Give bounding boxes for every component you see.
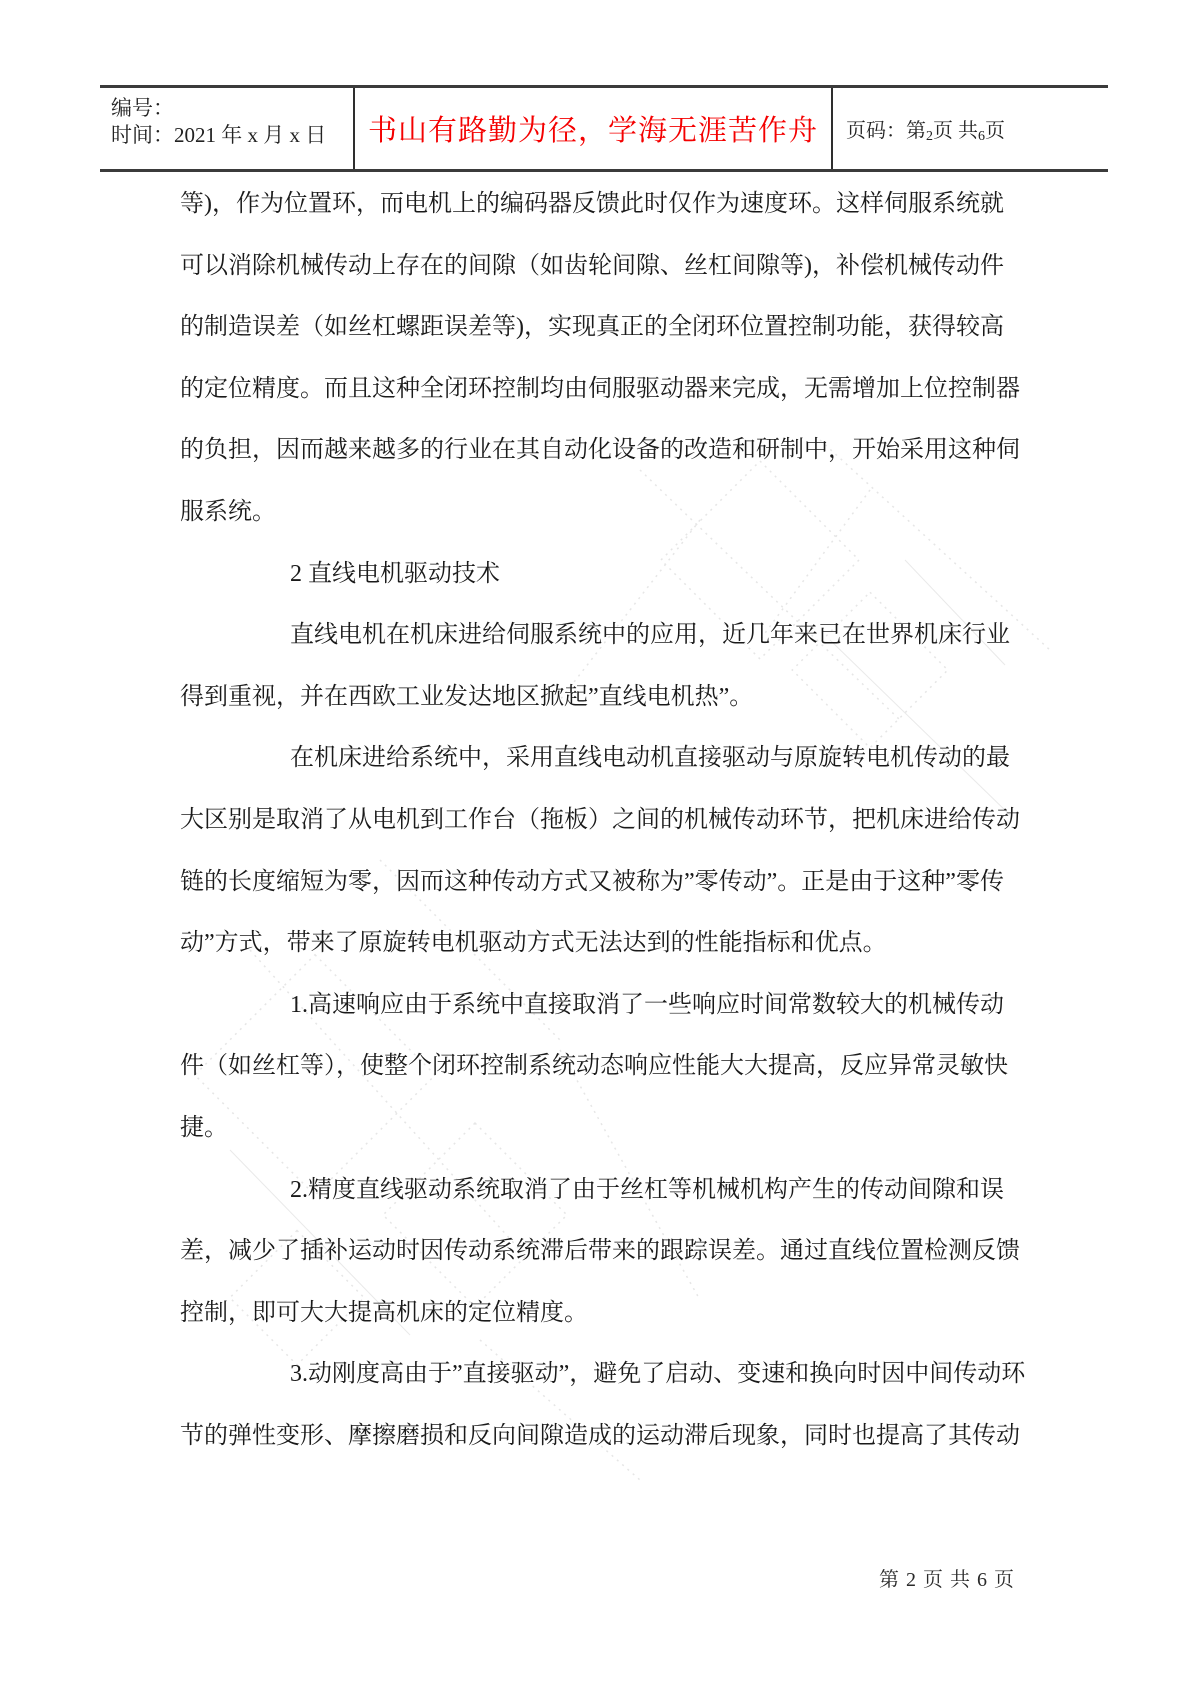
page-info-middle: 页 共 [933,120,978,142]
body-line: 的定位精度。而且这种全闭环控制均由伺服驱动器来完成，无需增加上位控制器 [180,375,1020,402]
page-info-suffix: 页 [985,120,1005,142]
body-line: 链的长度缩短为零，因而这种传动方式又被称为”零传动”。正是由于这种”零传 [180,868,1004,895]
body-line: 得到重视，并在西欧工业发达地区掀起”直线电机热”。 [180,683,754,710]
motto-text: 书山有路勤为径，学海无涯苦作舟 [367,115,818,147]
header-id-cell [100,88,353,169]
page-info-prefix: 页码：第 [846,120,926,142]
page-total-number: 6 [978,129,985,144]
page-current-number: 2 [926,129,933,144]
header-motto-cell [353,88,833,169]
body-line: 2.精度直线驱动系统取消了由于丝杠等机械机构产生的传动间隙和误 [290,1176,1004,1203]
body-line: 等)，作为位置环，而电机上的编码器反馈此时仅作为速度环。这样伺服系统就 [180,191,1004,217]
header-page-cell [833,88,1108,169]
body-line: 直线电机在机床进给伺服系统中的应用，近几年来已在世界机床行业 [290,622,1010,649]
body-line: 3.动刚度高由于”直接驱动”，避免了启动、变速和换向时因中间传动环 [290,1361,1026,1388]
body-line: 动”方式，带来了原旋转电机驱动方式无法达到的性能指标和优点。 [180,930,887,957]
doc-time-label: 时间：2021 年 x 月 x 日 [111,123,327,147]
body-line: 控制，即可大大提高机床的定位精度。 [180,1299,588,1326]
section-heading: 2 直线电机驱动技术 [290,560,500,587]
document-body [180,189,1026,1482]
page-info [846,114,1005,143]
body-line: 1.高速响应由于系统中直接取消了一些响应时间常数较大的机械传动 [290,991,1004,1018]
body-line: 节的弹性变形、摩擦磨损和反向间隙造成的运动滞后现象，同时也提高了其传动 [180,1422,1020,1449]
body-line: 可以消除机械传动上存在的间隙（如齿轮间隙、丝杠间隙等)，补偿机械传动件 [180,252,1004,279]
body-line: 的制造误差（如丝杠螺距误差等)，实现真正的全闭环位置控制功能，获得较高 [180,314,1004,341]
header-table [100,85,1108,172]
footer-page-number: 第 2 页 共 6 页 [879,1569,1015,1591]
body-line: 的负担，因而越来越多的行业在其自动化设备的改造和研制中，开始采用这种伺 [180,437,1020,464]
body-line: 捷。 [180,1114,228,1141]
body-line: 大区别是取消了从电机到工作台（拖板）之间的机械传动环节，把机床进给传动 [180,806,1020,833]
body-line: 差，减少了插补运动时因传动系统滞后带来的跟踪误差。通过直线位置检测反馈 [180,1238,1020,1265]
doc-number-label: 编号： [111,96,174,120]
body-line: 在机床进给系统中，采用直线电动机直接驱动与原旋转电机传动的最 [290,745,1010,772]
body-line: 服系统。 [180,498,276,525]
body-line: 件（如丝杠等），使整个闭环控制系统动态响应性能大大提高，反应异常灵敏快 [180,1053,1008,1080]
